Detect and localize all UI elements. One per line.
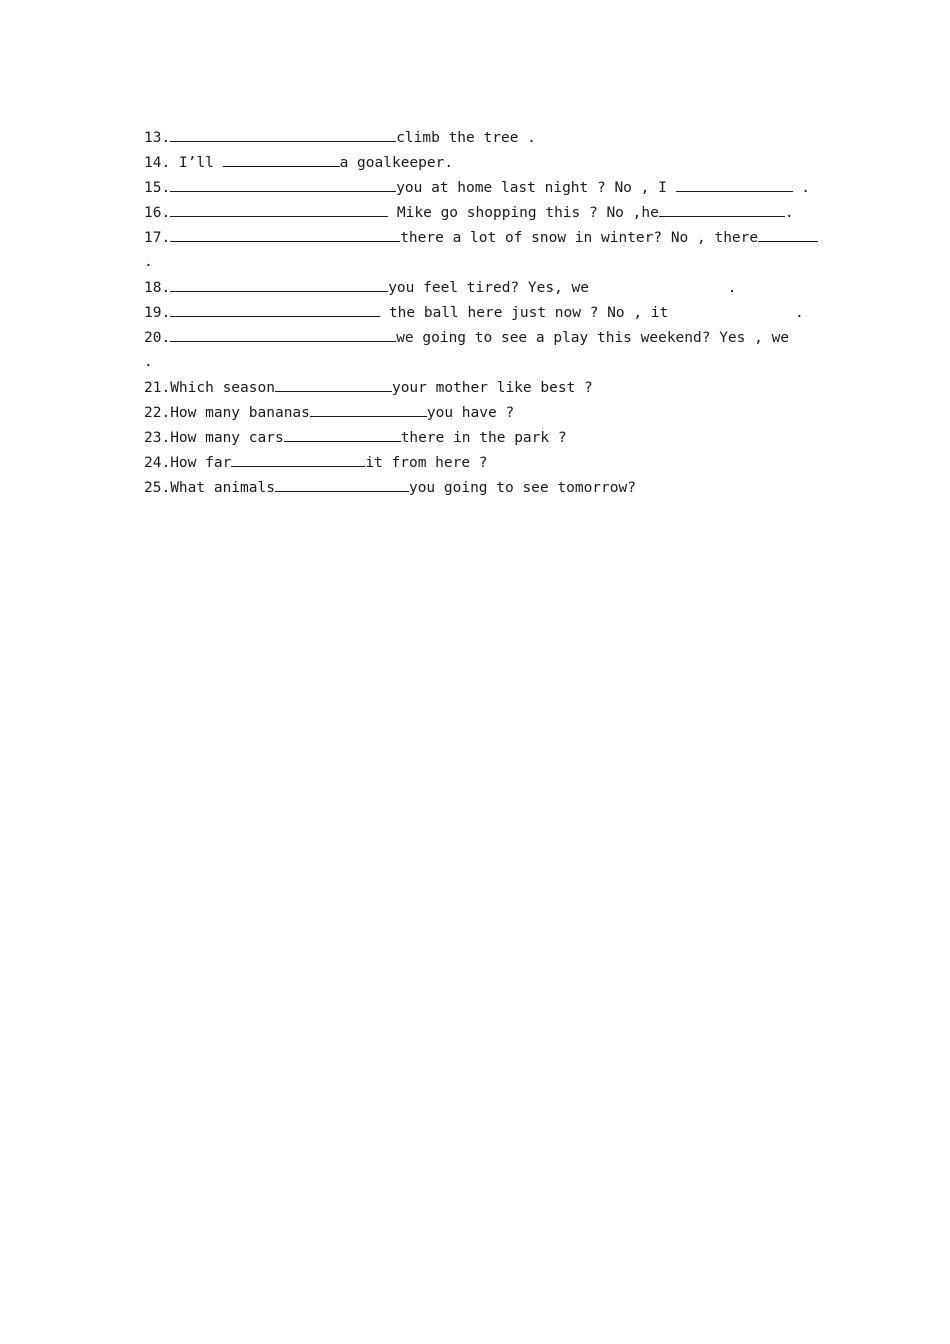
question-line	[144, 227, 816, 252]
question-number: 24.	[144, 455, 171, 471]
question-number: 22.	[144, 405, 171, 421]
question-line	[144, 402, 816, 427]
answer-blank[interactable]	[310, 402, 427, 417]
question-text: .	[727, 280, 737, 296]
answer-blank[interactable]	[170, 202, 388, 217]
question-text: Mike go shopping this ? No ,he	[388, 205, 659, 221]
question-text: How far	[170, 455, 232, 471]
answer-blank[interactable]	[758, 227, 818, 242]
question-text: your mother like best ?	[391, 380, 593, 396]
wrapped-punctuation: .	[144, 254, 153, 270]
question-text: it from here ?	[365, 455, 488, 471]
question-text: we going to see a play this weekend? Yes , we	[396, 330, 790, 346]
answer-gap[interactable]	[677, 302, 795, 317]
answer-blank[interactable]	[223, 152, 340, 167]
question-text: there a lot of snow in winter? No , there	[400, 230, 759, 246]
question-line	[144, 177, 816, 202]
question-number: 25.	[144, 480, 171, 496]
question-text: Which season	[170, 380, 275, 396]
question-line	[144, 427, 816, 452]
answer-blank[interactable]	[676, 177, 793, 192]
question-line	[144, 127, 816, 152]
answer-blank[interactable]	[275, 477, 409, 492]
answer-blank[interactable]	[170, 177, 396, 192]
question-number: 16.	[144, 205, 171, 221]
answer-blank[interactable]	[284, 427, 401, 442]
question-line	[144, 302, 816, 327]
question-text: I’ll	[170, 155, 223, 171]
question-text: a goalkeeper.	[339, 155, 454, 171]
question-text: What animals	[170, 480, 275, 496]
question-number: 14.	[144, 155, 171, 171]
answer-blank[interactable]	[170, 327, 396, 342]
question-text: .	[792, 180, 811, 196]
question-text: you going to see tomorrow?	[408, 480, 636, 496]
answer-blank[interactable]	[170, 277, 388, 292]
question-line	[144, 152, 816, 177]
fill-in-blank-exercise	[144, 127, 816, 502]
question-text: .	[795, 305, 804, 321]
question-number: 15.	[144, 180, 171, 196]
question-number: 23.	[144, 430, 171, 446]
question-line	[144, 327, 816, 352]
question-line	[144, 277, 816, 302]
question-line	[144, 202, 816, 227]
answer-blank[interactable]	[231, 452, 365, 467]
answer-blank[interactable]	[170, 227, 400, 242]
question-number: 19.	[144, 305, 171, 321]
question-text: you at home last night ? No , I	[396, 180, 676, 196]
question-number: 20.	[144, 330, 171, 346]
question-line	[144, 377, 816, 402]
answer-blank[interactable]	[659, 202, 785, 217]
wrapped-punctuation: .	[144, 354, 153, 370]
question-text: you feel tired? Yes, we	[388, 280, 598, 296]
question-number: 17.	[144, 230, 171, 246]
question-number: 21.	[144, 380, 171, 396]
answer-gap[interactable]	[598, 277, 728, 292]
question-number: 13.	[144, 130, 171, 146]
answer-blank[interactable]	[275, 377, 392, 392]
question-line	[144, 452, 816, 477]
question-text: How many bananas	[170, 405, 310, 421]
question-number: 18.	[144, 280, 171, 296]
question-text: the ball here just now ? No , it	[380, 305, 678, 321]
question-text: How many cars	[170, 430, 284, 446]
question-text: you have ?	[426, 405, 515, 421]
answer-blank[interactable]	[170, 302, 380, 317]
question-text: there in the park ?	[400, 430, 567, 446]
question-line	[144, 477, 816, 502]
answer-blank[interactable]	[170, 127, 396, 142]
question-text: .	[784, 205, 794, 221]
question-text: climb the tree .	[396, 130, 536, 146]
